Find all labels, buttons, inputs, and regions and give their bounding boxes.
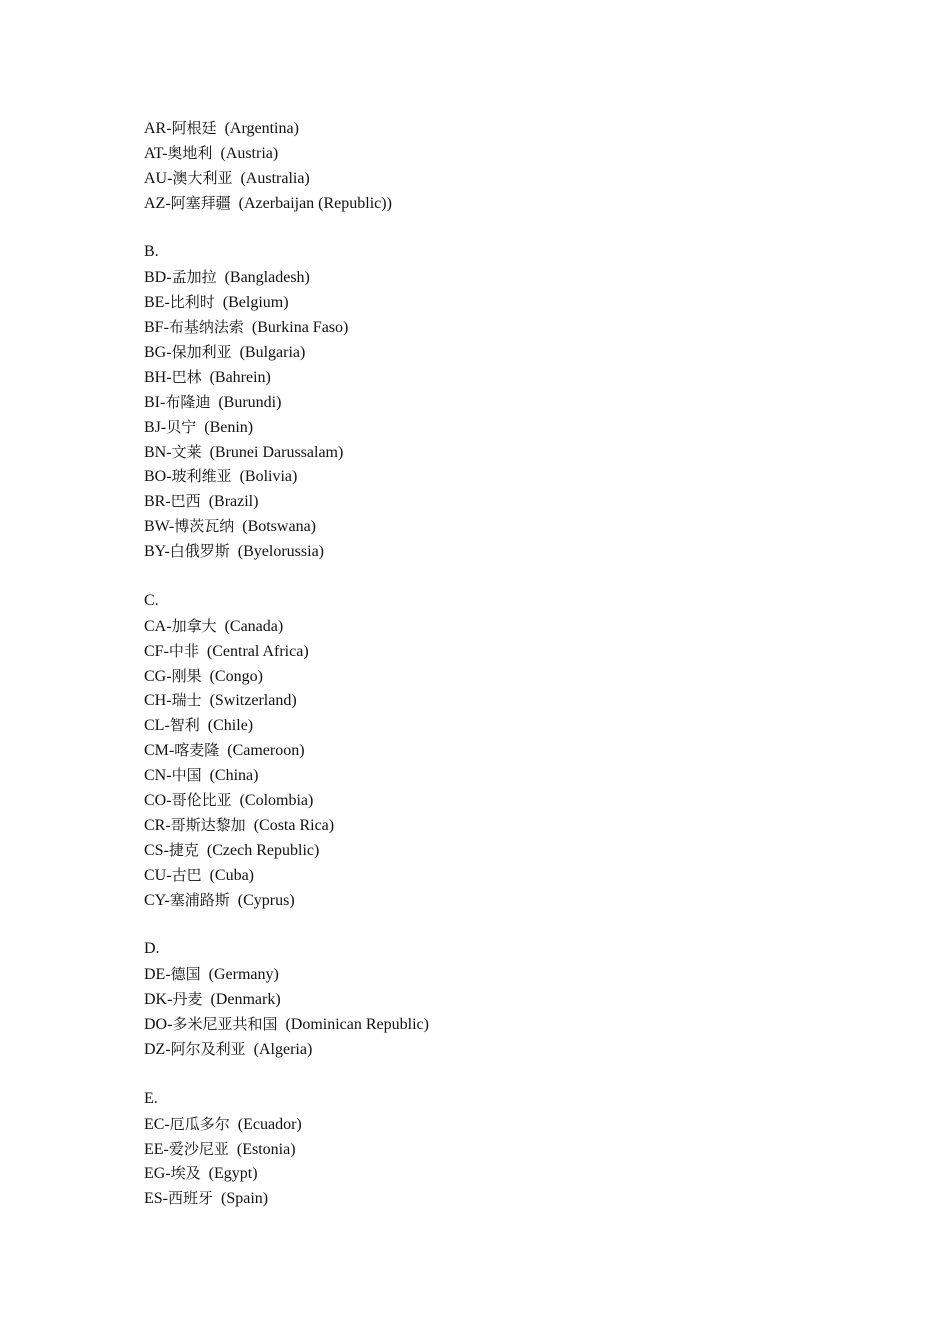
country-code: CR-	[144, 816, 171, 834]
country-code: CS-	[144, 841, 169, 859]
country-code: DZ-	[144, 1040, 171, 1058]
country-name-english: (Ecuador)	[237, 1115, 302, 1133]
country-code: BO-	[144, 468, 172, 486]
country-code: AR-	[144, 120, 172, 137]
country-code: CU-	[144, 866, 172, 884]
country-name-chinese: 厄瓜多尔	[169, 1114, 230, 1133]
country-name-english: (Brunei Darussalam)	[209, 443, 344, 461]
country-entry	[144, 514, 904, 539]
country-name-chinese: 瑞士	[171, 691, 202, 710]
country-code: AZ-	[144, 194, 171, 212]
country-name-english: (Egypt)	[208, 1165, 258, 1183]
country-code: BF-	[144, 319, 169, 337]
section-spacer	[144, 564, 904, 589]
letter-section	[144, 937, 904, 1061]
country-entry	[144, 713, 904, 738]
country-entry	[144, 614, 904, 639]
country-name-english: (Spain)	[221, 1190, 269, 1208]
country-code: CH-	[144, 692, 172, 710]
country-name-english: (Algeria)	[253, 1040, 313, 1058]
country-entry	[144, 265, 904, 290]
country-name-chinese: 澳大利亚	[172, 168, 233, 187]
country-code: EC-	[144, 1115, 170, 1133]
country-entry	[144, 688, 904, 713]
country-entry	[144, 365, 904, 390]
country-code: CF-	[144, 642, 169, 660]
country-code: BG-	[144, 344, 172, 362]
section-heading: D.	[144, 940, 160, 958]
country-name-english: (Bolivia)	[239, 468, 298, 486]
country-name-chinese: 奥地利	[167, 143, 213, 162]
country-name-chinese: 贝宁	[166, 417, 197, 436]
country-name-english: (Estonia)	[236, 1140, 296, 1158]
section-heading: C.	[144, 591, 159, 609]
country-name-english: (Bahrein)	[209, 368, 271, 386]
country-entry	[144, 1161, 904, 1186]
country-entry	[144, 166, 904, 191]
country-name-english: (Denmark)	[210, 991, 281, 1009]
country-name-english: (Germany)	[208, 966, 279, 984]
country-entry	[144, 290, 904, 315]
country-code: CO-	[144, 792, 172, 810]
country-name-english: (Botswana)	[242, 518, 316, 536]
country-entry	[144, 763, 904, 788]
country-name-chinese: 丹麦	[172, 990, 203, 1009]
country-name-english: (Austria)	[220, 144, 279, 162]
country-name-chinese: 捷克	[168, 840, 199, 859]
country-name-chinese: 比利时	[169, 293, 215, 312]
country-code: BJ-	[144, 418, 167, 436]
country-name-chinese: 巴西	[170, 492, 201, 511]
country-code: CG-	[144, 667, 172, 685]
country-code: CL-	[144, 717, 170, 735]
section-heading: B.	[144, 243, 159, 261]
section-spacer	[144, 913, 904, 938]
country-code: BY-	[144, 543, 170, 561]
country-name-english: (Congo)	[209, 667, 263, 685]
country-name-english: (Burundi)	[218, 393, 282, 411]
country-name-chinese: 哥伦比亚	[171, 791, 232, 810]
country-name-english: (Benin)	[204, 418, 254, 436]
country-name-english: (China)	[209, 767, 259, 785]
country-name-chinese: 阿尔及利亚	[170, 1039, 246, 1058]
country-name-chinese: 巴林	[171, 367, 202, 386]
country-name-english: (Byelorussia)	[237, 543, 324, 561]
country-entry	[144, 863, 904, 888]
country-code: EE-	[144, 1140, 169, 1158]
country-code: CA-	[144, 617, 172, 635]
letter-section	[144, 589, 904, 913]
country-name-chinese: 布基纳法索	[168, 318, 244, 337]
country-entry	[144, 639, 904, 664]
country-name-english: (Cameroon)	[227, 742, 305, 760]
country-entry	[144, 788, 904, 813]
country-entry	[144, 315, 904, 340]
country-name-english: (Colombia)	[239, 792, 314, 810]
country-code-list	[144, 116, 904, 1211]
country-name-chinese: 孟加拉	[171, 268, 217, 287]
country-name-chinese: 玻利维亚	[171, 467, 232, 486]
country-name-chinese: 博茨瓦纳	[174, 517, 235, 536]
country-entry	[144, 1012, 904, 1037]
country-name-chinese: 文莱	[171, 442, 202, 461]
country-name-english: (Brazil)	[208, 493, 259, 511]
country-name-english: (Chile)	[207, 717, 254, 735]
country-name-chinese: 中国	[171, 766, 202, 785]
country-code: EG-	[144, 1165, 171, 1183]
country-code: AU-	[144, 169, 173, 187]
country-entry	[144, 1137, 904, 1162]
country-name-chinese: 埃及	[170, 1164, 201, 1183]
country-name-chinese: 古巴	[171, 865, 202, 884]
country-entry	[144, 340, 904, 365]
country-entry	[144, 415, 904, 440]
country-name-english: (Argentina)	[224, 120, 299, 137]
country-name-english: (Australia)	[240, 169, 310, 187]
country-entry	[144, 116, 904, 141]
country-entry	[144, 191, 904, 216]
country-code: DK-	[144, 991, 173, 1009]
country-name-chinese: 爱沙尼亚	[168, 1139, 229, 1158]
country-code: BR-	[144, 493, 171, 511]
country-name-chinese: 刚果	[171, 666, 202, 685]
country-code: CM-	[144, 742, 175, 760]
country-name-chinese: 塞浦路斯	[169, 890, 230, 909]
country-name-chinese: 哥斯达黎加	[170, 815, 246, 834]
country-entry	[144, 539, 904, 564]
country-entry	[144, 390, 904, 415]
country-code: BN-	[144, 443, 172, 461]
country-code: BW-	[144, 518, 175, 536]
country-name-english: (Czech Republic)	[206, 841, 320, 859]
country-name-chinese: 智利	[169, 716, 200, 735]
section-spacer	[144, 216, 904, 241]
country-code: CN-	[144, 767, 172, 785]
country-code: BH-	[144, 368, 172, 386]
country-name-english: (Dominican Republic)	[285, 1016, 429, 1034]
country-name-chinese: 保加利亚	[171, 343, 232, 362]
country-entry	[144, 987, 904, 1012]
country-entry	[144, 489, 904, 514]
country-name-english: (Costa Rica)	[253, 816, 335, 834]
country-code: BE-	[144, 294, 170, 312]
country-name-english: (Azerbaijan (Republic))	[238, 194, 392, 212]
letter-section	[144, 240, 904, 564]
country-name-chinese: 西班牙	[168, 1189, 214, 1208]
country-entry	[144, 738, 904, 763]
country-entry	[144, 664, 904, 689]
section-heading: E.	[144, 1089, 158, 1107]
country-name-english: (Belgium)	[222, 294, 289, 312]
country-entry	[144, 440, 904, 465]
country-entry	[144, 962, 904, 987]
country-code: ES-	[144, 1190, 168, 1208]
country-code: BI-	[144, 393, 166, 411]
letter-section	[144, 1087, 904, 1211]
country-name-english: (Central Africa)	[206, 642, 309, 660]
country-name-chinese: 喀麦隆	[174, 741, 220, 760]
country-name-chinese: 白俄罗斯	[169, 542, 230, 561]
country-name-chinese: 阿塞拜疆	[170, 193, 231, 212]
country-name-chinese: 加拿大	[171, 616, 217, 635]
country-entry	[144, 888, 904, 913]
country-name-english: (Bulgaria)	[239, 344, 306, 362]
country-name-chinese: 布隆迪	[165, 392, 211, 411]
country-code: AT-	[144, 144, 168, 162]
section-spacer	[144, 1062, 904, 1087]
country-entry	[144, 1037, 904, 1062]
country-name-english: (Canada)	[224, 617, 284, 635]
country-name-chinese: 中非	[168, 641, 199, 660]
letter-section	[144, 116, 904, 216]
country-entry	[144, 464, 904, 489]
country-code: BD-	[144, 269, 172, 287]
country-entry	[144, 1186, 904, 1211]
country-entry	[144, 838, 904, 863]
country-name-chinese: 德国	[170, 965, 201, 984]
country-name-english: (Burkina Faso)	[251, 319, 349, 337]
country-code: DE-	[144, 966, 171, 984]
country-code: CY-	[144, 891, 170, 909]
country-entry	[144, 1112, 904, 1137]
country-code: DO-	[144, 1016, 173, 1034]
country-name-english: (Bangladesh)	[224, 269, 310, 287]
country-name-english: (Cuba)	[209, 866, 255, 884]
country-name-english: (Switzerland)	[209, 692, 297, 710]
country-entry	[144, 813, 904, 838]
country-name-english: (Cyprus)	[237, 891, 295, 909]
country-name-chinese: 阿根廷	[171, 119, 217, 137]
country-entry	[144, 141, 904, 166]
country-name-chinese: 多米尼亚共和国	[172, 1015, 278, 1034]
